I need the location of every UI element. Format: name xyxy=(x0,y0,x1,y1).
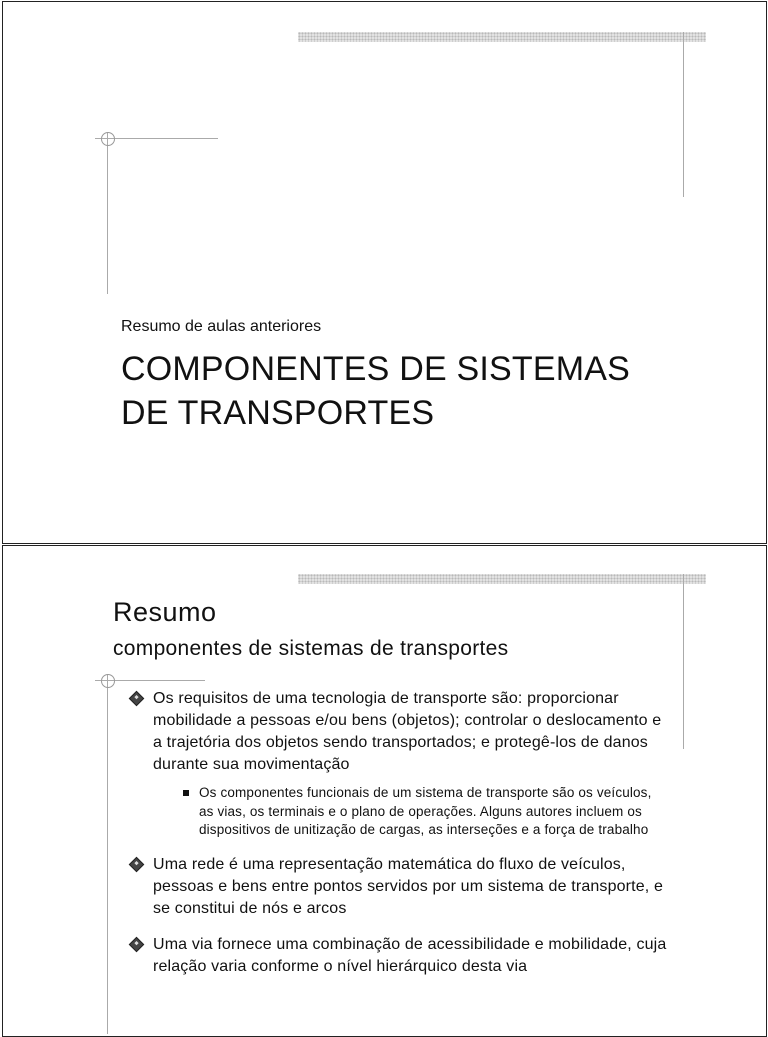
sub-bullet-list xyxy=(153,784,669,840)
bullet-text: Os requisitos de uma tecnologia de transporte são: proporcionar mobilidade a pessoas e/ou bens (objetos); controlar o deslocamento e a trajetória dos objetos sendo transportados; e protegê-los de danos durante sua movimentação xyxy=(153,690,662,773)
dotted-band-decoration xyxy=(298,32,706,42)
list-item xyxy=(129,934,669,978)
slide-subtitle: Resumo de aulas anteriores xyxy=(121,318,322,335)
crosshair-circle-icon xyxy=(101,132,115,146)
sub-bullet-text: Os componentes funcionais de um sistema de transporte são os veículos, as vias, os terminais e o plano de operações. Alguns autores incluem os dispositivos de unitização de cargas, as interseções e a força de trabalho xyxy=(199,785,652,837)
dotted-band-decoration xyxy=(298,574,706,584)
square-bullet-icon xyxy=(183,790,189,796)
slide-2 xyxy=(2,545,767,1037)
bullet-list xyxy=(129,688,669,992)
right-vertical-rule xyxy=(683,32,684,197)
left-vertical-rule xyxy=(107,132,108,294)
title-line-2: DE TRANSPORTES xyxy=(121,394,435,432)
list-item xyxy=(129,854,669,920)
bullet-text: Uma rede é uma representação matemática do fluxo de veículos, pessoas e bens entre pontos servidos por um sistema de transporte, e se constitui de nós e arcos xyxy=(153,855,664,917)
right-vertical-rule xyxy=(683,574,684,749)
diamond-bullet-icon xyxy=(129,856,145,872)
bullet-text: Uma via fornece uma combinação de acessibilidade e mobilidade, cuja relação varia conforme o nível hierárquico desta via xyxy=(153,935,667,975)
list-item xyxy=(129,688,669,840)
slide-1 xyxy=(2,1,767,544)
sub-list-item xyxy=(183,784,669,840)
left-vertical-rule xyxy=(107,674,108,1034)
crosshair-circle-icon xyxy=(101,674,115,688)
slide-heading: Resumo xyxy=(113,597,217,627)
title-line-1: COMPONENTES DE SISTEMAS xyxy=(121,350,631,388)
slide-subheading: componentes de sistemas de transportes xyxy=(113,637,509,660)
diamond-bullet-icon xyxy=(129,936,145,952)
slide-title xyxy=(121,347,741,435)
diamond-bullet-icon xyxy=(129,691,145,707)
